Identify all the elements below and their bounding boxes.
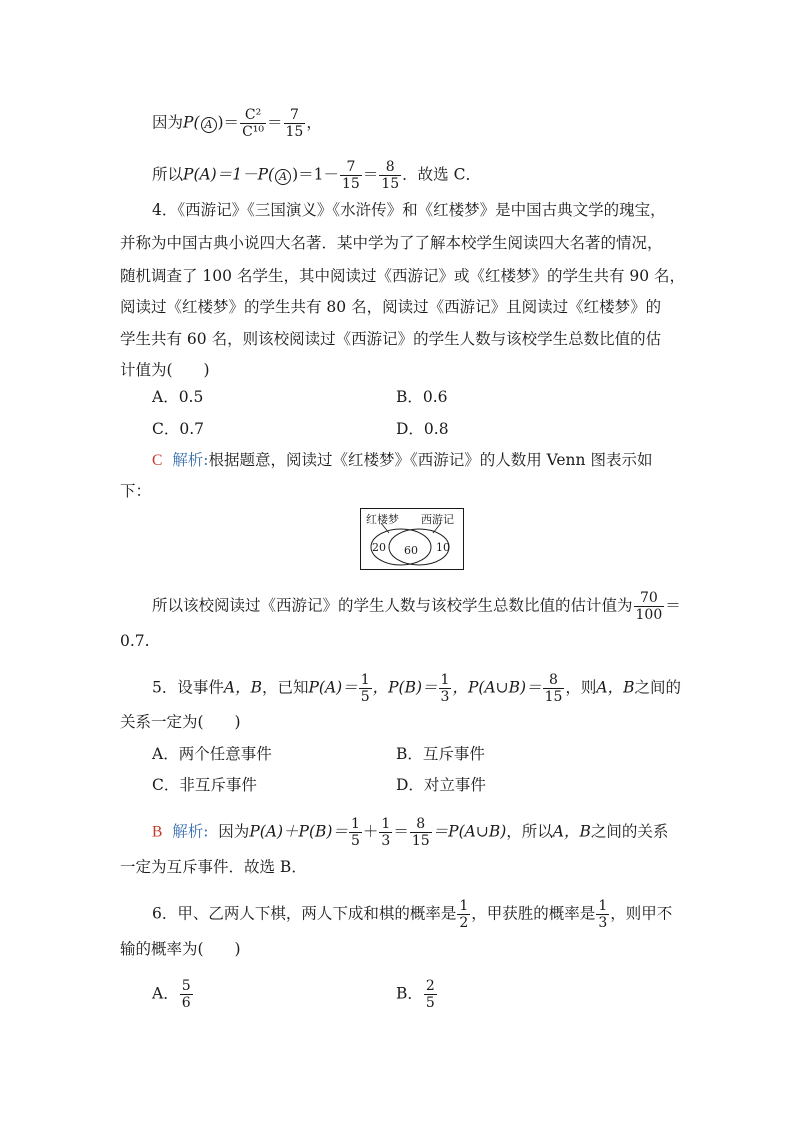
text: ，已知 — [261, 678, 309, 697]
fraction — [596, 898, 609, 931]
fraction — [284, 107, 306, 140]
text: 所以 — [152, 165, 184, 184]
q4-line-4: 阅读过《红楼梦》的学生共有 80 名，阅读过《西游记》且阅读过《红楼梦》的 — [120, 298, 662, 316]
q6-option-b — [396, 978, 438, 1011]
numerator: 8 — [543, 672, 565, 689]
denominator: 15 — [381, 176, 400, 192]
analysis-label: 解析: — [172, 451, 209, 469]
denominator: 3 — [381, 833, 391, 849]
numerator: 1 — [350, 816, 360, 832]
q4-analysis-line-2: 下： — [120, 482, 152, 500]
q6-option-a — [152, 978, 194, 1011]
text: ＝ — [362, 165, 379, 184]
text: ＝P(A∪B) — [432, 822, 507, 841]
text: P(A)＝ — [308, 678, 358, 697]
denominator: 100 — [635, 607, 663, 623]
numerator: 1 — [360, 672, 370, 688]
numerator: 8 — [410, 816, 432, 833]
q4-conclusion-line-1 — [152, 590, 681, 623]
venn-right-label: 西游记 — [421, 513, 454, 526]
numerator: 1 — [598, 898, 608, 914]
q5-option-d: D．对立事件 — [396, 776, 486, 794]
text: 根据题意，阅读过《红楼梦》《西游记》的人数用 Venn 图表示如 — [208, 451, 653, 469]
q4-option-c: C．0.7 — [152, 420, 205, 438]
denominator: 15 — [411, 833, 430, 849]
q5-option-b: B．互斥事件 — [396, 745, 485, 763]
text: P(A)＝1－P( — [183, 165, 275, 184]
numerator: 1 — [459, 898, 469, 914]
q4-line-2: 并称为中国古典小说四大名著．某中学为了了解本校学生阅读四大名著的情况， — [120, 234, 663, 252]
text: )＝1－ — [292, 165, 339, 184]
q4-line-1: 4．《西游记》《三国演义》《水浒传》和《红楼梦》是中国古典文学的瑰宝， — [152, 201, 666, 219]
denominator: 5 — [425, 995, 435, 1011]
fraction — [340, 159, 362, 192]
numerator: 1 — [440, 672, 450, 688]
q5-line-2: 关系一定为( ) — [120, 713, 241, 731]
numerator: 7 — [284, 107, 306, 124]
fraction — [543, 672, 565, 705]
fraction — [439, 672, 452, 705]
text: ， — [306, 113, 322, 132]
venn-left-label: 红楼梦 — [366, 513, 399, 526]
q4-line-5: 学生共有 60 名，则该校阅读过《西游记》的学生人数与该校学生总数比值的估 — [120, 330, 662, 348]
text: P(A)＋P(B)＝ — [249, 822, 348, 841]
text: A，B — [552, 822, 591, 841]
fraction — [240, 107, 266, 140]
q4-option-a: A．0.5 — [152, 388, 204, 406]
q5-option-a: A．两个任意事件 — [152, 745, 272, 763]
text: P( — [183, 113, 200, 132]
denominator: 2 — [459, 915, 469, 931]
numerator: 7 — [340, 159, 362, 176]
fraction — [349, 816, 362, 849]
text: ，则 — [565, 678, 597, 697]
text: ，所以 — [506, 822, 553, 841]
text: )＝ — [217, 113, 240, 132]
denominator: 3 — [440, 689, 450, 705]
q5-answer: B — [152, 823, 163, 841]
denominator: 5 — [360, 689, 370, 705]
text: 因为 — [152, 113, 184, 132]
text: ＝ — [393, 822, 409, 841]
text: ＋ — [362, 822, 379, 841]
denominator: 6 — [181, 995, 191, 1011]
text: ＝ — [267, 113, 283, 132]
q4-answer: C — [152, 452, 163, 469]
text: ，P(A∪B)＝ — [452, 678, 542, 697]
q4-line-6: 计值为( ) — [120, 361, 210, 379]
option-label: B． — [396, 984, 423, 1003]
venn-diagram — [360, 508, 464, 570]
denominator: 15 — [342, 176, 360, 192]
solution-line-1 — [152, 107, 322, 140]
fraction — [410, 816, 432, 849]
text: ＝ — [665, 596, 681, 615]
fraction — [379, 159, 401, 192]
denominator: 5 — [350, 833, 360, 849]
text: 6．甲、乙两人下棋，两人下成和棋的概率是 — [152, 904, 457, 923]
text: A，B — [223, 678, 262, 697]
denominator: 3 — [598, 915, 608, 931]
fraction — [424, 978, 437, 1011]
solution-line-2 — [152, 159, 481, 192]
fraction — [379, 816, 392, 849]
text: 5．设事件 — [152, 678, 224, 697]
venn-right-only: 10 — [436, 541, 450, 554]
circled-event-symbol: A — [275, 169, 291, 185]
numerator: 5 — [181, 978, 191, 994]
q4-analysis-line-1 — [152, 450, 652, 471]
fraction — [457, 898, 470, 931]
text: ，甲获胜的概率是 — [471, 904, 596, 923]
numerator: C² — [240, 107, 266, 124]
q4-line-3: 随机调查了 100 名学生，其中阅读过《西游记》或《红楼梦》的学生共有 90 名， — [120, 267, 686, 285]
numerator: 70 — [634, 590, 665, 607]
denominator: C¹⁰ — [242, 124, 264, 140]
q6-line-1 — [152, 898, 672, 931]
fraction — [634, 590, 665, 623]
text: 因为 — [218, 822, 250, 841]
option-label: A． — [152, 984, 179, 1003]
text: 所以该校阅读过《西游记》的学生人数与该校学生总数比值的估计值为 — [152, 596, 633, 615]
text: ，则甲不 — [610, 904, 673, 923]
q6-line-2: 输的概率为( ) — [120, 940, 241, 958]
text: 之间的关系 — [590, 822, 669, 841]
q5-analysis-line-1 — [152, 816, 668, 849]
numerator: 8 — [379, 159, 401, 176]
q4-option-b: B．0.6 — [396, 388, 448, 406]
numerator: 1 — [381, 816, 391, 832]
q4-option-d: D．0.8 — [396, 420, 449, 438]
venn-left-only: 20 — [372, 541, 386, 554]
q5-line-1 — [152, 672, 681, 705]
q5-analysis-line-2: 一定为互斥事件．故选 B． — [120, 858, 307, 876]
text: ．故选 C． — [402, 165, 481, 184]
venn-both: 60 — [404, 544, 418, 557]
q5-option-c: C．非互斥事件 — [152, 776, 257, 794]
fraction — [359, 672, 372, 705]
denominator: 15 — [285, 124, 304, 140]
fraction — [180, 978, 193, 1011]
q4-conclusion-line-2: 0.7. — [120, 632, 150, 650]
circled-event-symbol: A — [201, 117, 217, 133]
text: A，B — [596, 678, 635, 697]
text: ，P(B)＝ — [372, 678, 438, 697]
analysis-label: 解析: — [172, 822, 209, 841]
numerator: 2 — [425, 978, 435, 994]
text: 之间的 — [634, 678, 682, 697]
denominator: 15 — [544, 689, 563, 705]
